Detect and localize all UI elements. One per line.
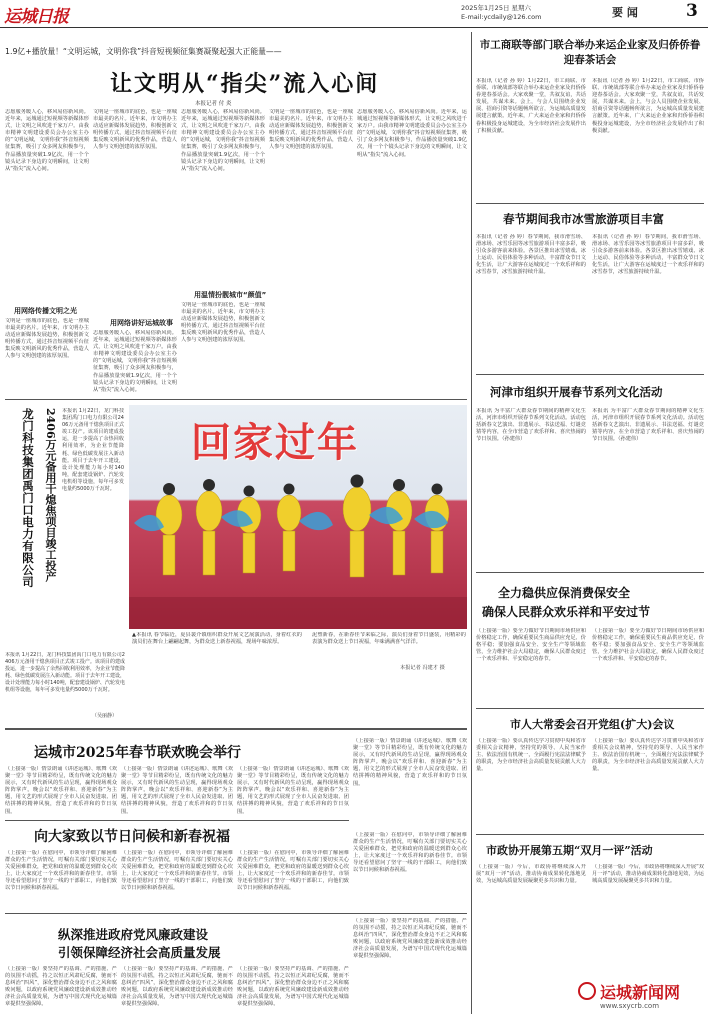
- visit-body-col4: （上接第一版）在慰问中，市领导详细了解困难群众的生产生活情况，叮嘱有关部门要切实关心关爱困难群众，把党和政府的温暖送到群众心坎上，让大家度过一个欢乐祥和的新春佳节。市领导还看望慰问了坚守一线的干部职工，向他们致以节日问候和新春祝福。: [353, 832, 467, 874]
- visit-body-col3: （上接第一版）在慰问中，市领导详细了解困难群众的生产生活情况，叮嘱有关部门要切实关心关爱困难群众，把党和政府的温暖送到群众心坎上，让大家度过一个欢乐祥和的新春佳节。市领导还看望慰问了坚守一线的干部职工，向他们致以节日问候和新春祝福。: [237, 850, 349, 892]
- gala-body-col4: （上接第一版）情景朗诵《讲述运城》、歌舞《欢聚一堂》等节目精彩纷呈，既有传统文化的魅力展示，又有时代新风的生动呈现，赢得现场观众阵阵掌声。晚会以“欢乐祥和、喜迎新春”为主题，用文艺的形式展现了全市人民奋发进取、团结拼搏的精神风貌，营造了欢乐祥和的节日氛围。: [353, 738, 467, 787]
- vertical-story-credit: （吴丽静）: [92, 713, 118, 719]
- bottom-body-col2: （上接第一版）要坚持严的基调、严的措施、严的氛围不动摇，持之以恒正风肃纪反腐，驰而不息纠治“四风”，深化整治群众身边不正之风和腐败问题，以政府系统党风廉政建设新成效推动经济社会高质量发展，为谱写中国式现代化运城篇章提供坚强保障。: [121, 966, 233, 1008]
- gala-body-col2: （上接第一版）情景朗诵《讲述运城》、歌舞《欢聚一堂》等节目精彩纷呈，既有传统文化的魅力展示，又有时代新风的生动呈现，赢得现场观众阵阵掌声。晚会以“欢乐祥和、喜迎新春”为主题，用文艺的形式展现了全市人民奋发进取、团结拼搏的精神风貌，营造了欢乐祥和的节日氛围。: [121, 766, 233, 815]
- photo-caption-right: 泥塑新春，在新春佳节来临之际，演员们身着节日盛装，用精彩的表演为群众送上节日祝福，年味满满喜气洋洋。: [312, 632, 466, 646]
- dancers-figure: [129, 405, 467, 629]
- right-rule-3: [476, 572, 704, 573]
- lead-byline: 本报记者 付 炎: [195, 101, 232, 107]
- right-a1-headline: 市工商联等部门联合举办来运企业家及归侨侨眷迎春茶话会: [479, 39, 701, 66]
- bottom-body-col3: （上接第一版）要坚持严的基调、严的措施、严的氛围不动摇，持之以恒正风肃纪反腐，驰而不息纠治“四风”，深化整治群众身边不正之风和腐败问题，以政府系统党风廉政建设新成效推动经济社会高质量发展，为谱写中国式现代化运城篇章提供坚强保障。: [237, 966, 349, 1008]
- watermark-icon: [578, 982, 596, 1000]
- right-a5-headline: 市人大常委会召开党组(扩大)会议: [510, 718, 675, 731]
- lead-body-col2b: 志愿服务暖人心，移风易俗新风尚。近年来，运城通过短视频等新媒体形式，让文明之风吹进千家万户。由我市精神文明建设委员会办公室主办的“文明运城，文明你我”抖音短视频征集赛，吸引了众多网友积极参与，作品播放量突破1.9亿次，用一个个镜头记录下身边的文明瞬间，让文明从“指尖”流入心间。: [93, 330, 177, 393]
- right-a5-body-1: （上接第一版）要认真传达学习贯彻中央和省市委相关会议精神，坚持党的领导、人民当家作主、依法治国有机统一，全面履行宪法法律赋予的职责，为全市经济社会高质量发展贡献人大力量。: [476, 738, 586, 773]
- lead-body-col5: 志愿服务暖人心，移风易俗新风尚。近年来，运城通过短视频等新媒体形式，让文明之风吹进千家万户。由我市精神文明建设委员会办公室主办的“文明运城，文明你我”抖音短视频征集赛，吸引了众多网友积极参与，作品播放量突破1.9亿次，用一个个镜头记录下身边的文明瞬间，让文明从“指尖”流入心间。: [357, 109, 467, 158]
- right-a4-body-2: （上接第一版）要全力做好节日期间市场供应和价格稳定工作，确保重要民生商品供应充足、价格平稳；要加强食品安全、安全生产等领域监管，全力维护社会大局稳定，确保人民群众度过一个欢乐祥和、平安稳定的春节。: [592, 628, 704, 663]
- visit-body-col2: （上接第一版）在慰问中，市领导详细了解困难群众的生产生活情况，叮嘱有关部门要切实关心关爱困难群众，把党和政府的温暖送到群众心坎上，让大家度过一个欢乐祥和的新春佳节。市领导还看望慰问了坚守一线的干部职工，向他们致以节日问候和新春祝福。: [121, 850, 233, 892]
- right-a4-headline-2: 确保人民群众欢乐祥和平安过节: [482, 605, 651, 619]
- lead-subhead-1: 用网络传播文明之光: [14, 307, 77, 315]
- photo-banner: 回家过年: [191, 419, 359, 466]
- right-a2-body-1: 本报讯（记者 孙 婷）春节期间，我市滑雪场、滑冰场、冰雪乐园等冰雪旅游项目丰富多彩，吸引众多游客前来体验。各景区推出冰雪嬉戏、冰上运动、民俗体验等多种活动，丰富群众节日文化生活，让广大游客在运城度过一个欢乐祥和的冰雪春节，冰雪旅游持续升温。: [476, 234, 586, 276]
- right-rule-5: [476, 834, 704, 835]
- newspaper-logo: 运城日报: [4, 7, 68, 27]
- bottom-body-col1: （上接第一版）要坚持严的基调、严的措施、严的氛围不动摇，持之以恒正风肃纪反腐，驰而不息纠治“四风”，深化整治群众身边不正之风和腐败问题，以政府系统党风廉政建设新成效推动经济社会高质量发展，为谱写中国式现代化运城篇章提供坚强保障。: [5, 966, 117, 1008]
- right-a1-body-1: 本报讯（记者 孙 婷）1月22日，市工商联、市侨联、市统战部等联合举办来运企业家及归侨侨眷迎春茶话会。大家欢聚一堂，共叙友谊，共话发展，共谋未来。会上，与会人员围绕企业发展、招商引资等话题畅所欲言，为运城高质量发展建言献策。近年来，广大来运企业家和归侨侨眷积极投身运城建设，为全市经济社会发展作出了积极贡献。: [476, 78, 586, 134]
- lead-body-col3b: 文明是一座城市的底色，也是一座城市最美的名片。近年来，市文明办主动适应新媒体发展趋势，积极创新文明传播方式，通过抖音短视频平台征集反映文明新风的优秀作品，营造人人参与文明创建的浓厚氛围。: [181, 302, 265, 344]
- lead-subhead-2: 用温情扮靓城市“颜值”: [194, 291, 267, 299]
- visit-rule: [5, 913, 467, 914]
- right-a2-body-2: 本报讯（记者 孙 婷）春节期间，我市滑雪场、滑冰场、冰雪乐园等冰雪旅游项目丰富多彩，吸引众多游客前来体验。各景区推出冰雪嬉戏、冰上运动、民俗体验等多种活动，丰富群众节日文化生活，让广大游客在运城度过一个欢乐祥和的冰雪春节，冰雪旅游持续升温。: [592, 234, 704, 276]
- bottom-headline-1: 纵深推进政府党风廉政建设: [58, 927, 209, 942]
- column-divider: [471, 32, 472, 1014]
- lead-body-col1b: 文明是一座城市的底色，也是一座城市最美的名片。近年来，市文明办主动适应新媒体发展趋势，积极创新文明传播方式，通过抖音短视频平台征集反映文明新风的优秀作品，营造人人参与文明创建的浓厚氛围。: [5, 318, 89, 360]
- photo-caption-left: ▲本报讯 春节临近，夏县裴介镇组织群众开展文艺展演活动，身着红衣的演员们在舞台上翩翩起舞，为群众送上新春祝福，现场年味浓厚。: [132, 632, 302, 646]
- gala-rule: [5, 820, 349, 821]
- news-photo: [129, 405, 467, 629]
- right-rule-4: [476, 708, 704, 709]
- right-a3-headline: 河津市组织开展春节系列文化活动: [490, 385, 663, 399]
- right-a2-headline: 春节期间我市冰雪旅游项目丰富: [503, 212, 664, 226]
- page-number: 3: [686, 1, 698, 21]
- right-a4-headline-1: 全力稳供应保消费保安全: [498, 586, 631, 600]
- mid-rule: [5, 728, 467, 730]
- vertical-story-body-2: 本报讯 1月22日，龙门科技集团禹门口电力有限公司2406万元备用干熄焦项目正式竣工投产。该项目的建成投运，进一步提高了余热回收利用效率，为企业节能降耗、绿色低碳发展注入新动能。项目于去年开工建设，设计处理能力每小时140吨，配套建设锅炉、汽轮发电机组等设施，每年可多发电量约5000万千瓦时。: [5, 652, 125, 694]
- masthead-email: E-mail:ycdaily@126.com: [461, 13, 542, 21]
- vertical-title-2: 2406万元备用干熄焦项目竣工投产: [44, 408, 57, 582]
- right-a6-body-1: （上接第一版）今后，市政协将继续深入开展“双月一评”活动，推动协商成果转化落地见效，为运城高质量发展凝聚更多共识和力量。: [476, 864, 586, 885]
- right-rule-1: [476, 203, 704, 204]
- watermark-text: 运城新闻网: [600, 983, 681, 1002]
- watermark-logo: [578, 980, 706, 1016]
- right-a6-headline: 市政协开展第五期“双月一评”活动: [486, 844, 653, 857]
- bottom-body-col4: （上接第一版）要坚持严的基调、严的措施、严的氛围不动摇，持之以恒正风肃纪反腐，驰而不息纠治“四风”，深化整治群众身边不正之风和腐败问题，以政府系统党风廉政建设新成效推动经济社会高质量发展，为谱写中国式现代化运城篇章提供坚强保障。: [353, 918, 467, 960]
- right-rule-2: [476, 374, 704, 375]
- photo-credit: 本报记者 冯建才 摄: [400, 665, 445, 671]
- right-a4-body-1: （上接第一版）要全力做好节日期间市场供应和价格稳定工作，确保重要民生商品供应充足、价格平稳；要加强食品安全、安全生产等领域监管，全力维护社会大局稳定，确保人民群众度过一个欢乐祥和、平安稳定的春节。: [476, 628, 586, 663]
- lead-body-col2: 文明是一座城市的底色，也是一座城市最美的名片。近年来，市文明办主动适应新媒体发展趋势，积极创新文明传播方式，通过抖音短视频平台征集反映文明新风的优秀作品，营造人人参与文明创建的浓厚氛围。: [93, 109, 177, 151]
- lead-body-col3: 志愿服务暖人心，移风易俗新风尚。近年来，运城通过短视频等新媒体形式，让文明之风吹进千家万户。由我市精神文明建设委员会办公室主办的“文明运城，文明你我”抖音短视频征集赛，吸引了众多网友积极参与，作品播放量突破1.9亿次，用一个个镜头记录下身边的文明瞬间，让文明从“指尖”流入心间。: [181, 109, 265, 172]
- gala-body-col3: （上接第一版）情景朗诵《讲述运城》、歌舞《欢聚一堂》等节目精彩纷呈，既有传统文化的魅力展示，又有时代新风的生动呈现，赢得现场观众阵阵掌声。晚会以“欢乐祥和、喜迎新春”为主题，用文艺的形式展现了全市人民奋发进取、团结拼搏的精神风貌，营造了欢乐祥和的节日氛围。: [237, 766, 349, 815]
- lead-kicker: 1.9亿+播放量！“文明运城，文明你我”抖音短视频征集赛凝聚起强大正能量——: [5, 47, 282, 56]
- vertical-story-body: 本报讯 1月22日，龙门科技集团禹门口电力有限公司2406万元备用干熄焦项目正式竣工投产。该项目的建成投运，进一步提高了余热回收利用效率，为企业节能降耗、绿色低碳发展注入新动能。项目于去年开工建设，设计处理能力每小时140吨，配套建设锅炉、汽轮发电机组等设施，每年可多发电量约5000万千瓦时。: [62, 408, 124, 493]
- visit-headline: 向大家致以节日问候和新春祝福: [34, 829, 230, 845]
- visit-body-col1: （上接第一版）在慰问中，市领导详细了解困难群众的生产生活情况，叮嘱有关部门要切实关心关爱困难群众，把党和政府的温暖送到群众心坎上，让大家度过一个欢乐祥和的新春佳节。市领导还看望慰问了坚守一线的干部职工，向他们致以节日问候和新春祝福。: [5, 850, 117, 892]
- lead-headline: 让文明从“指尖”流入心间: [110, 71, 380, 97]
- lead-bottom-rule: [5, 399, 467, 400]
- right-a3-body-2: 本报讯 为丰富广大群众春节期间的精神文化生活，河津市组织开展春节系列文化活动。活动包括新春文艺演出、非遗展示、书法送福、灯谜竞猜等内容，在全市营造了欢乐祥和、喜庆热闹的节日氛围。（孙建伟）: [592, 408, 704, 443]
- section-label: 要 闻: [612, 6, 638, 19]
- gala-headline: 运城市2025年春节联欢晚会举行: [34, 745, 241, 761]
- right-a5-body-2: （上接第一版）要认真传达学习贯彻中央和省市委相关会议精神，坚持党的领导、人民当家作主、依法治国有机统一，全面履行宪法法律赋予的职责，为全市经济社会高质量发展贡献人大力量。: [592, 738, 704, 773]
- lead-subhead-3: 用网络讲好运城故事: [110, 319, 173, 327]
- lead-body-col4: 文明是一座城市的底色，也是一座城市最美的名片。近年来，市文明办主动适应新媒体发展趋势，积极创新文明传播方式，通过抖音短视频平台征集反映文明新风的优秀作品，营造人人参与文明创建的浓厚氛围。: [269, 109, 353, 151]
- lead-body-col1: 志愿服务暖人心，移风易俗新风尚。近年来，运城通过短视频等新媒体形式，让文明之风吹进千家万户。由我市精神文明建设委员会办公室主办的“文明运城，文明你我”抖音短视频征集赛，吸引了众多网友积极参与，作品播放量突破1.9亿次，用一个个镜头记录下身边的文明瞬间，让文明从“指尖”流入心间。: [5, 109, 89, 172]
- gala-body-col1: （上接第一版）情景朗诵《讲述运城》、歌舞《欢聚一堂》等节目精彩纷呈，既有传统文化的魅力展示，又有时代新风的生动呈现，赢得现场观众阵阵掌声。晚会以“欢乐祥和、喜迎新春”为主题，用文艺的形式展现了全市人民奋发进取、团结拼搏的精神风貌，营造了欢乐祥和的节日氛围。: [5, 766, 117, 815]
- right-a1-body-2: 本报讯（记者 孙 婷）1月22日，市工商联、市侨联、市统战部等联合举办来运企业家及归侨侨眷迎春茶话会。大家欢聚一堂，共叙友谊，共话发展，共谋未来。会上，与会人员围绕企业发展、招商引资等话题畅所欲言，为运城高质量发展建言献策。近年来，广大来运企业家和归侨侨眷积极投身运城建设，为全市经济社会发展作出了积极贡献。: [592, 78, 704, 134]
- vertical-title-1: 龙门科技集团禹门口电力有限公司: [21, 408, 35, 588]
- watermark-url: www.sxycrb.com: [600, 1002, 660, 1010]
- masthead: [0, 0, 708, 28]
- masthead-date: 2025年1月25日 星期六: [461, 4, 532, 12]
- right-a3-body-1: 本报讯 为丰富广大群众春节期间的精神文化生活，河津市组织开展春节系列文化活动。活动包括新春文艺演出、非遗展示、书法送福、灯谜竞猜等内容，在全市营造了欢乐祥和、喜庆热闹的节日氛围。（孙建伟）: [476, 408, 586, 443]
- bottom-headline-2: 引领保障经济社会高质量发展: [58, 945, 221, 960]
- right-a6-body-2: （上接第一版）今后，市政协将继续深入开展“双月一评”活动，推动协商成果转化落地见效，为运城高质量发展凝聚更多共识和力量。: [592, 864, 704, 885]
